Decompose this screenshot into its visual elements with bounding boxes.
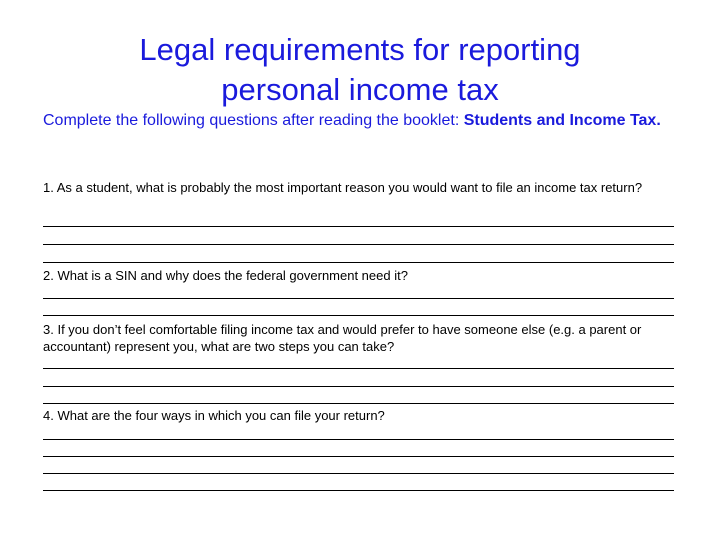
question-2-number: 2.	[43, 268, 54, 283]
answer-line[interactable]	[43, 473, 674, 474]
page-title	[0, 30, 720, 110]
question-2-text: What is a SIN and why does the federal government need it?	[57, 268, 408, 283]
answer-line[interactable]	[43, 368, 674, 369]
title-line-2: personal income tax	[221, 72, 499, 107]
answer-line[interactable]	[43, 244, 674, 245]
answer-line[interactable]	[43, 298, 674, 299]
booklet-title: Students and Income Tax.	[463, 112, 661, 129]
answer-line[interactable]	[43, 456, 674, 457]
question-4	[43, 407, 675, 424]
answer-line[interactable]	[43, 226, 674, 227]
question-1-text: As a student, what is probably the most important reason you would want to file an income tax return?	[56, 180, 643, 195]
question-3-text: If you don’t feel comfortable filing income tax and would prefer to have someone else (e.g. a parent or accountant) represent you, what are two steps you can take?	[43, 322, 642, 354]
title-line-1: Legal requirements for reporting	[139, 32, 581, 67]
question-3	[43, 321, 675, 355]
answer-line[interactable]	[43, 439, 674, 440]
answer-line[interactable]	[43, 315, 674, 316]
question-1-number: 1.	[43, 180, 54, 195]
intro-text: Complete the following questions after reading the booklet:	[43, 112, 464, 129]
question-4-number: 4.	[43, 408, 54, 423]
answer-line[interactable]	[43, 403, 674, 404]
question-2	[43, 267, 675, 284]
answer-line[interactable]	[43, 386, 674, 387]
intro-instructions	[43, 110, 683, 131]
question-3-number: 3.	[43, 322, 54, 337]
question-1	[43, 179, 675, 196]
question-4-text: What are the four ways in which you can file your return?	[57, 408, 385, 423]
answer-line[interactable]	[43, 490, 674, 491]
answer-line[interactable]	[43, 262, 674, 263]
